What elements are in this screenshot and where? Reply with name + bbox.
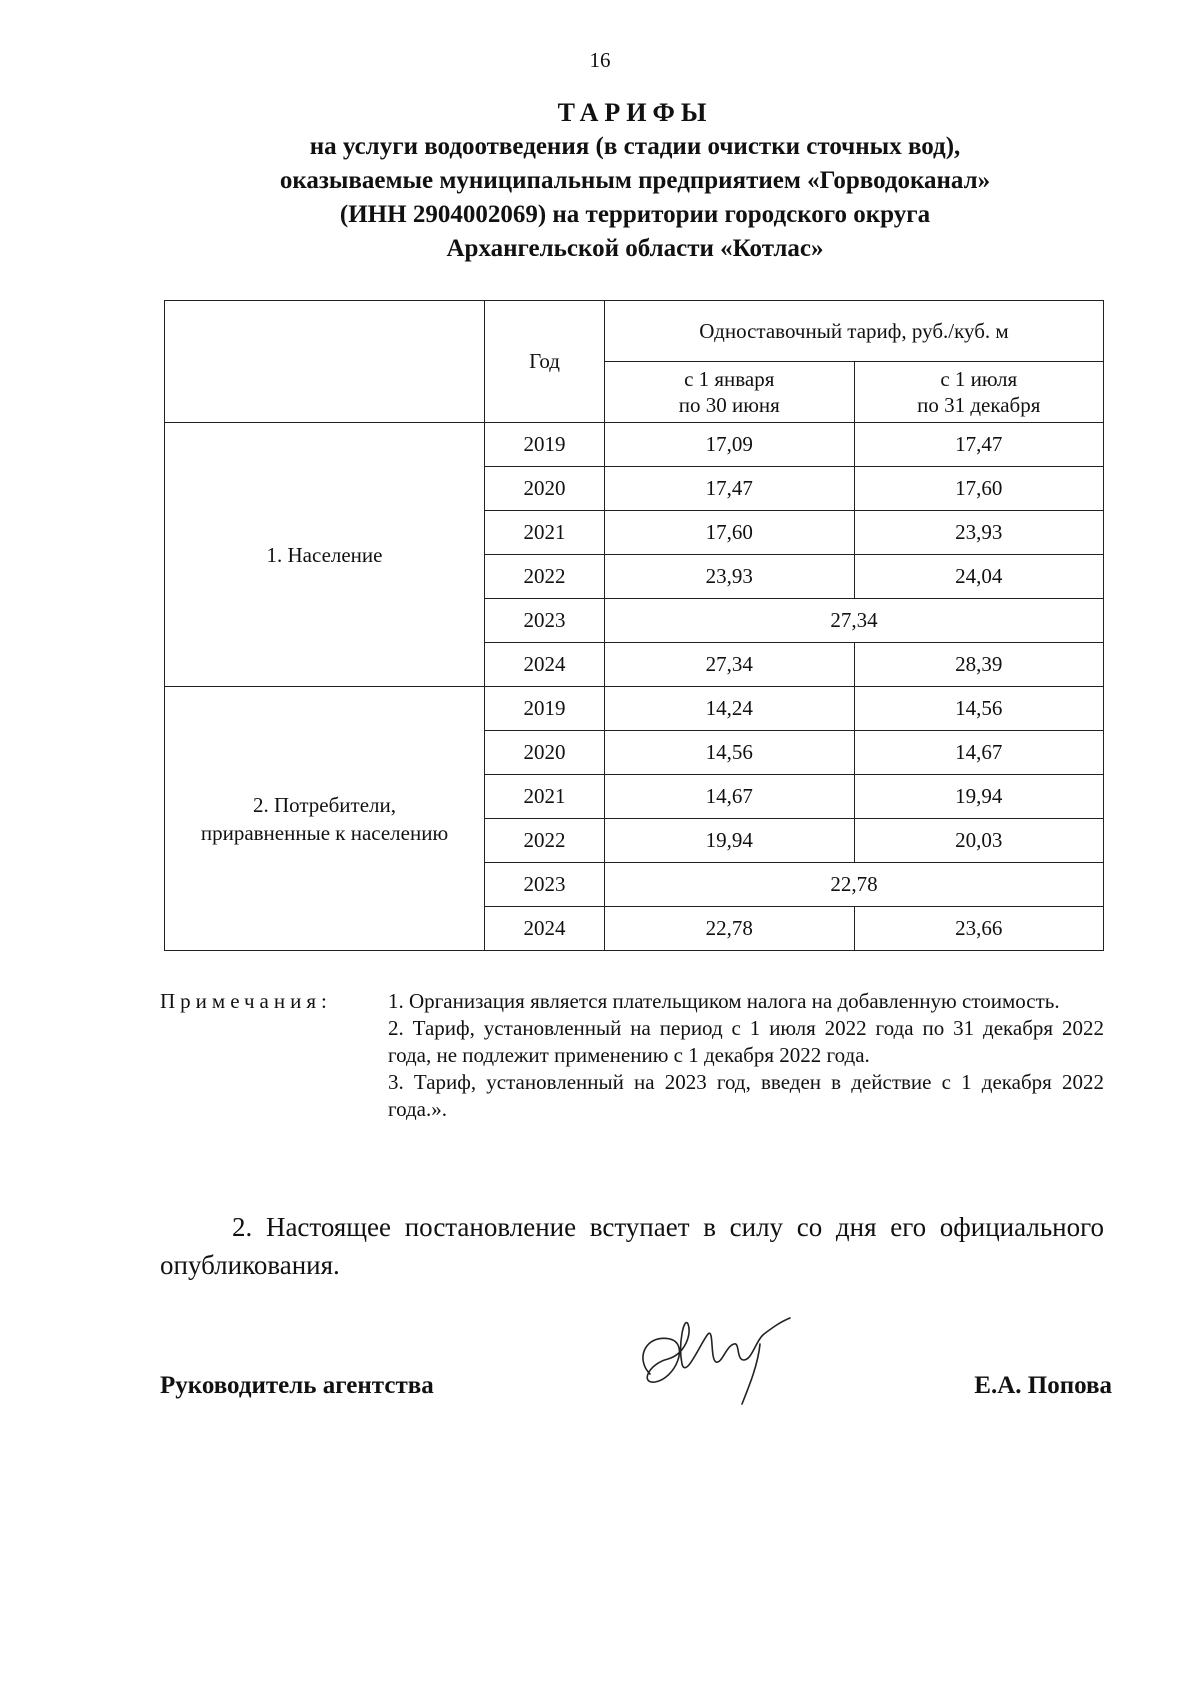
tariff-cell: 24,04 xyxy=(854,555,1104,599)
tariff-cell: 17,09 xyxy=(605,423,855,467)
document-title xyxy=(160,96,1110,266)
handwritten-signature xyxy=(630,1304,810,1414)
tariff-cell: 23,66 xyxy=(854,907,1104,951)
tariff-cell: 14,67 xyxy=(854,731,1104,775)
tariff-cell: 28,39 xyxy=(854,643,1104,687)
year-cell: 2023 xyxy=(485,863,605,907)
tariff-cell: 23,93 xyxy=(605,555,855,599)
table-row xyxy=(165,423,1104,467)
title-line: (ИНН 2904002069) на территории городского округа xyxy=(339,201,931,228)
year-cell: 2022 xyxy=(485,555,605,599)
header-period-2 xyxy=(854,362,1104,423)
header-tariff: Одноставочный тариф, руб./куб. м xyxy=(605,301,1104,362)
year-cell: 2024 xyxy=(485,907,605,951)
tariff-cell: 17,47 xyxy=(854,423,1104,467)
category-equivalent-consumers xyxy=(165,687,485,951)
tariff-cell: 14,67 xyxy=(605,775,855,819)
tariff-cell: 19,94 xyxy=(605,819,855,863)
header-period-1-line1: с 1 января xyxy=(684,367,775,391)
title-line: оказываемые муниципальным предприятием «Горводоканал» xyxy=(279,167,991,194)
category-population: 1. Население xyxy=(165,423,485,687)
note-item: 1. Организация является плательщиком налога на добавленную стоимость. xyxy=(388,989,1060,1013)
note-item: 2. Тариф, установленный на период с 1 июля 2022 года по 31 декабря 2022 года, не подлежит применению с 1 декабря 2022 года. xyxy=(388,1016,1104,1067)
category-line: приравненные к населению xyxy=(200,820,449,845)
tariff-cell: 14,56 xyxy=(854,687,1104,731)
table-row xyxy=(165,687,1104,731)
year-cell: 2024 xyxy=(485,643,605,687)
title-line: Архангельской области «Котлас» xyxy=(446,235,824,262)
year-cell: 2022 xyxy=(485,819,605,863)
effective-date-paragraph: 2. Настоящее постановление вступает в силу со дня его официального опубликования. xyxy=(160,1212,1104,1280)
header-period-2-line1: с 1 июля xyxy=(940,367,1018,391)
tariff-cell-merged: 22,78 xyxy=(605,863,1104,907)
title-line: на услуги водоотведения (в стадии очистки сточных вод), xyxy=(309,133,961,160)
header-category-cell xyxy=(165,301,485,423)
page-number: 16 xyxy=(589,48,611,72)
tariff-cell: 17,60 xyxy=(854,467,1104,511)
year-cell: 2021 xyxy=(485,775,605,819)
tariff-cell: 14,24 xyxy=(605,687,855,731)
signatory-name: Е.А. Попова xyxy=(974,1372,1112,1399)
tariff-cell: 23,93 xyxy=(854,511,1104,555)
header-year: Год xyxy=(485,301,605,423)
tariff-table xyxy=(164,300,1104,951)
title-main: ТАРИФЫ xyxy=(557,98,713,127)
year-cell: 2020 xyxy=(485,731,605,775)
tariff-cell: 27,34 xyxy=(605,643,855,687)
tariff-cell: 22,78 xyxy=(605,907,855,951)
tariff-cell: 17,47 xyxy=(605,467,855,511)
tariff-cell: 17,60 xyxy=(605,511,855,555)
header-period-2-line2: по 31 декабря xyxy=(917,393,1041,417)
year-cell: 2019 xyxy=(485,423,605,467)
table-header-row xyxy=(165,301,1104,362)
signatory-title: Руководитель агентства xyxy=(160,1372,434,1399)
tariff-cell: 14,56 xyxy=(605,731,855,775)
category-line: 2. Потребители, xyxy=(252,792,397,817)
tariff-cell: 19,94 xyxy=(854,775,1104,819)
header-period-1 xyxy=(605,362,855,423)
year-cell: 2021 xyxy=(485,511,605,555)
tariff-cell: 20,03 xyxy=(854,819,1104,863)
notes-list xyxy=(388,988,1104,1123)
notes-label: Примечания: xyxy=(160,989,332,1013)
year-cell: 2019 xyxy=(485,687,605,731)
header-period-1-line2: по 30 июня xyxy=(678,393,780,417)
year-cell: 2023 xyxy=(485,599,605,643)
year-cell: 2020 xyxy=(485,467,605,511)
note-item: 3. Тариф, установленный на 2023 год, введен в действие с 1 декабря 2022 года.». xyxy=(388,1070,1104,1121)
tariff-cell-merged: 27,34 xyxy=(605,599,1104,643)
